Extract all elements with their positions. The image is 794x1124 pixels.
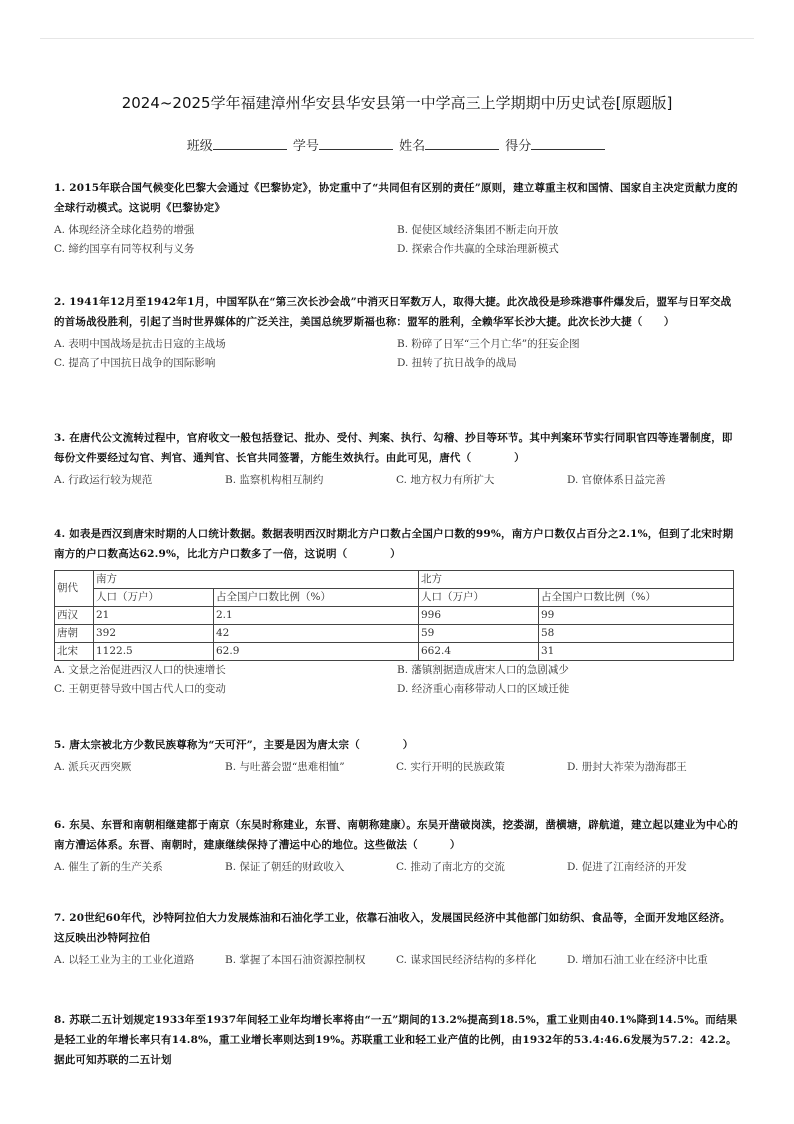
cell-dynasty: 西汉: [55, 607, 94, 625]
option-a: A. 体现经济全球化趋势的增强: [54, 224, 195, 236]
table-row: [55, 607, 734, 625]
option-b: B. 促使区域经济集团不断走向开放: [397, 224, 559, 236]
option-a: A. 派兵灭西突厥: [54, 761, 132, 773]
score-label: 得分: [505, 139, 532, 154]
option-d: D. 增加石油工业在经济中比重: [567, 954, 708, 966]
student-info-line: [0, 135, 794, 154]
number-label: 学号: [292, 139, 319, 154]
option-b: B. 与吐蕃会盟“患难相恤”: [225, 761, 345, 773]
option-c: C. 王朝更替导致中国古代人口的变动: [54, 683, 226, 695]
table-row: [55, 625, 734, 643]
question-stem: 1. 2015年联合国气候变化巴黎大会通过《巴黎协定》，协定重中了“共同但有区别的责任”原则，建立尊重主权和国情、国家自主决定贡献力度的全球行动模式。这说明《巴黎协定》: [54, 182, 738, 214]
class-label: 班级: [186, 139, 213, 154]
question-1: [54, 178, 740, 259]
subheader-south-ratio: 占全国户口数比例（%）: [214, 589, 419, 607]
table-row: [55, 643, 734, 661]
score-blank: [531, 137, 605, 150]
question-stem: 8. 苏联二五计划规定1933年至1937年间轻工业年均增长率将由“一五”期间的13.2%提高到18.5%，重工业则由40.1%降到14.5%。而结果是轻工业的年增长率只有14.8%，重工业增长率则达到19%。苏联重工业和轻工业产值的比例，由1932年的53.4:46.6发展为57.2：42.2。据此可知苏联的二五计划: [54, 1014, 738, 1066]
cell-north-pop: 59: [419, 625, 539, 643]
cell-north-ratio: 31: [539, 643, 734, 661]
header-south: 南方: [94, 571, 419, 589]
header-dynasty: 朝代: [55, 571, 94, 607]
cell-south-ratio: 62.9: [214, 643, 419, 661]
option-b: B. 藩镇割据造成唐宋人口的急剧减少: [397, 664, 569, 676]
number-blank: [319, 137, 393, 150]
option-d: D. 探索合作共赢的全球治理新模式: [397, 243, 559, 255]
question-2: [54, 292, 740, 373]
subheader-north-pop: 人口（万户）: [419, 589, 539, 607]
cell-dynasty: 北宋: [55, 643, 94, 661]
option-c: C. 实行开明的民族政策: [396, 761, 505, 773]
option-c: C. 谋求国民经济结构的多样化: [396, 954, 537, 966]
cell-north-pop: 996: [419, 607, 539, 625]
cell-north-ratio: 99: [539, 607, 734, 625]
cell-south-pop: 21: [94, 607, 214, 625]
question-5: [54, 735, 740, 777]
option-b: B. 监察机构相互制约: [225, 474, 324, 486]
name-label: 姓名: [399, 139, 426, 154]
option-b: B. 掌握了本国石油资源控制权: [225, 954, 366, 966]
option-a: A. 表明中国战场是抗击日寇的主战场: [54, 338, 226, 350]
question-stem: 3. 在唐代公文流转过程中，官府收文一般包括登记、批办、受付、判案、执行、勾稽、抄目等环节。其中判案环节实行同职官四等连署制度，即每份文件要经过勾官、判官、通判官、长官共同签署，方能生效执行。由此可见，唐代（ ）: [54, 432, 733, 464]
question-stem: 5. 唐太宗被北方少数民族尊称为“天可汗”，主要是因为唐太宗（ ）: [54, 739, 414, 751]
cell-south-ratio: 2.1: [214, 607, 419, 625]
table-subheader-row: [55, 589, 734, 607]
option-a: A. 催生了新的生产关系: [54, 861, 163, 873]
option-b: B. 保证了朝廷的财政收入: [225, 861, 345, 873]
question-stem: 4. 如表是西汉到唐宋时期的人口统计数据。数据表明西汉时期北方户口数占全国户口数的99%，南方户口数仅占百分之2.1%，但到了北宋时期南方的户口数高达62.9%，比北方户口数多了一倍，这说明（ ）: [54, 528, 734, 560]
question-4: [54, 524, 740, 699]
cell-north-ratio: 58: [539, 625, 734, 643]
option-c: C. 地方权力有所扩大: [396, 474, 495, 486]
option-d: D. 官僚体系日益完善: [567, 474, 666, 486]
table-header-row: [55, 571, 734, 589]
question-stem: 2. 1941年12月至1942年1月，中国军队在“第三次长沙会战”中消灭日军数万人，取得大捷。此次战役是珍珠港事件爆发后，盟军与日军交战的首场战役胜利，引起了当时世界媒体的广泛关注，美国总统罗斯福也称：盟军的胜利，全赖华军长沙大捷。此次长沙大捷（ ）: [54, 296, 732, 328]
question-6: [54, 815, 740, 877]
option-b: B. 粉碎了日军“三个月亡华”的狂妄企图: [397, 338, 580, 350]
class-blank: [213, 137, 287, 150]
question-stem: 6. 东吴、东晋和南朝相继建都于南京（东吴时称建业，东晋、南朝称建康）。东吴开凿破岗渎，挖娄湖，凿横塘，辟航道，建立起以建业为中心的南方漕运体系。东晋、南朝时，建康继续保持了漕运中心的地位。这些做法（ ）: [54, 819, 739, 851]
option-d: D. 册封大祚荣为渤海郡王: [567, 761, 687, 773]
subheader-south-pop: 人口（万户）: [94, 589, 214, 607]
question-7: [54, 908, 740, 970]
page-title: 2024~2025学年福建漳州华安县华安县第一中学高三上学期期中历史试卷[原题版]: [121, 94, 673, 112]
name-blank: [425, 137, 499, 150]
option-d: D. 促进了江南经济的开发: [567, 861, 687, 873]
cell-north-pop: 662.4: [419, 643, 539, 661]
cell-south-pop: 392: [94, 625, 214, 643]
option-a: A. 文景之治促进西汉人口的快速增长: [54, 664, 226, 676]
option-c: C. 推动了南北方的交流: [396, 861, 505, 873]
option-c: C. 缔约国享有同等权利与义务: [54, 243, 195, 255]
option-d: D. 经济重心南移带动人口的区域迁徙: [397, 683, 570, 695]
cell-dynasty: 唐朝: [55, 625, 94, 643]
cell-south-pop: 1122.5: [94, 643, 214, 661]
header-north: 北方: [419, 571, 734, 589]
option-c: C. 提高了中国抗日战争的国际影响: [54, 357, 216, 369]
population-table: [54, 570, 734, 661]
question-3: [54, 428, 740, 490]
subheader-north-ratio: 占全国户口数比例（%）: [539, 589, 734, 607]
cell-south-ratio: 42: [214, 625, 419, 643]
question-stem: 7. 20世纪60年代，沙特阿拉伯大力发展炼油和石油化学工业，依靠石油收入，发展国民经济中其他部门如纺织、食品等，全面开发地区经济。这反映出沙特阿拉伯: [54, 912, 731, 944]
header-divider: [40, 38, 754, 39]
option-a: A. 以轻工业为主的工业化道路: [54, 954, 195, 966]
option-a: A. 行政运行较为规范: [54, 474, 153, 486]
option-d: D. 扭转了抗日战争的战局: [397, 357, 517, 369]
question-8: [54, 1010, 740, 1070]
